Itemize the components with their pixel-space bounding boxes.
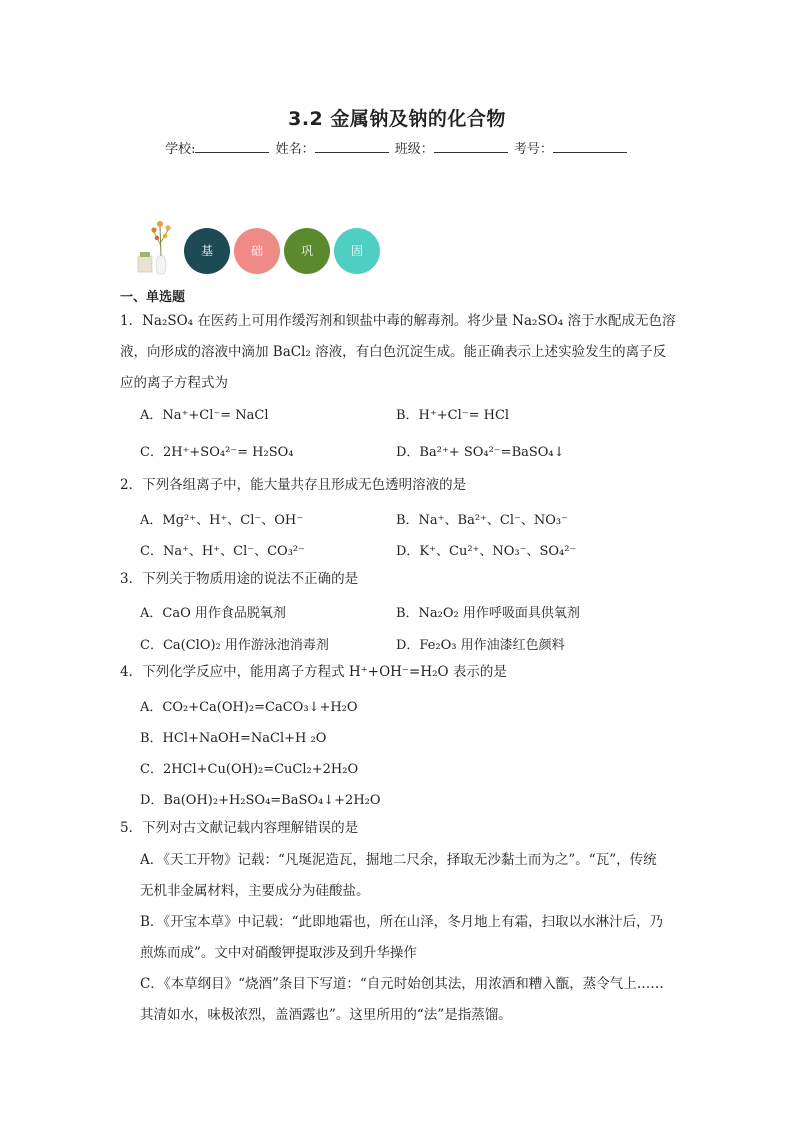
question-line: 1．Na₂SO₄ 在医药上可用作缓泻剂和钡盐中毒的解毒剂。将少量 Na₂SO₄ 溶于水配成无色溶 bbox=[120, 313, 676, 329]
option-b[interactable]: B．H⁺+Cl⁻= HCl bbox=[396, 408, 510, 423]
option-b[interactable]: B．Na⁺、Ba²⁺、Cl⁻、NO₃⁻ bbox=[396, 513, 568, 528]
banner-circle-1: 基 bbox=[184, 228, 230, 274]
question-line: 5．下列对古文献记载内容理解错误的是 bbox=[120, 820, 359, 836]
page-title: 3.2 金属钠及钠的化合物 bbox=[288, 108, 506, 130]
class-blank[interactable] bbox=[434, 140, 508, 153]
option-b[interactable]: B．Na₂O₂ 用作呼吸面具供氧剂 bbox=[396, 606, 580, 621]
banner-circle-4: 固 bbox=[334, 228, 380, 274]
section-banner bbox=[136, 214, 396, 276]
question-1-stem bbox=[120, 306, 680, 399]
exam-no-blank[interactable] bbox=[553, 140, 627, 153]
question-line: 4．下列化学反应中，能用离子方程式 H⁺+OH⁻=H₂O 表示的是 bbox=[120, 664, 507, 680]
question-1-options-row-1 bbox=[140, 404, 680, 428]
option-a[interactable]: A．Na⁺+Cl⁻= NaCl bbox=[140, 408, 269, 423]
question-3-options-row-2 bbox=[140, 634, 680, 658]
option-d[interactable]: D．K⁺、Cu²⁺、NO₃⁻、SO₄²⁻ bbox=[396, 544, 577, 559]
question-line: 应的离子方程式为 bbox=[120, 375, 228, 391]
option-a[interactable]: A．CO₂+Ca(OH)₂=CaCO₃↓+H₂O bbox=[140, 700, 358, 715]
banner-circle-2: 础 bbox=[234, 228, 280, 274]
class-label: 班级： bbox=[394, 142, 434, 157]
option-d[interactable]: D．Fe₂O₃ 用作油漆红色颜料 bbox=[396, 638, 565, 653]
section-heading: 一、单选题 bbox=[120, 290, 186, 305]
question-4-stem bbox=[120, 657, 680, 688]
school-label: 学校: bbox=[165, 142, 196, 157]
option-d[interactable]: D．Ba²⁺+ SO₄²⁻=BaSO₄↓ bbox=[396, 445, 565, 460]
question-2-options-row-2 bbox=[140, 540, 680, 564]
option-c-line-1[interactable]: C．《本草纲目》“烧酒”条目下写道：“自元时始创其法，用浓酒和糟入甑，蒸令气上…… bbox=[140, 976, 664, 992]
question-1-options-row-2 bbox=[140, 441, 680, 465]
plant-vase-icon bbox=[136, 216, 176, 276]
question-line: 3．下列关于物质用途的说法不正确的是 bbox=[120, 571, 359, 587]
option-a-line-2[interactable]: 无机非金属材料，主要成分为硅酸盐。 bbox=[140, 883, 370, 899]
question-2-stem bbox=[120, 470, 680, 501]
question-3-options-row-1 bbox=[140, 602, 680, 626]
question-5-options bbox=[140, 845, 680, 1031]
option-c[interactable]: C．2H⁺+SO₄²⁻= H₂SO₄ bbox=[140, 445, 294, 460]
option-a-line-1[interactable]: A．《天工开物》记载：“凡埏泥造瓦，掘地二尺余，择取无沙黏土而为之”。“瓦”，传统 bbox=[140, 852, 657, 868]
option-d[interactable]: D．Ba(OH)₂+H₂SO₄=BaSO₄↓+2H₂O bbox=[140, 793, 381, 808]
option-c-line-2[interactable]: 其清如水，味极浓烈，盖酒露也”。这里所用的“法”是指蒸馏。 bbox=[140, 1007, 512, 1023]
question-2-options-row-1 bbox=[140, 509, 680, 533]
option-b[interactable]: B．HCl+NaOH=NaCl+H ₂O bbox=[140, 731, 327, 746]
option-b-line-1[interactable]: B．《开宝本草》中记载：“此即地霜也，所在山泽，冬月地上有霜，扫取以水淋汁后，乃 bbox=[140, 914, 664, 930]
exam-no-label: 考号： bbox=[513, 142, 553, 157]
question-5-stem bbox=[120, 813, 680, 844]
option-c[interactable]: C．Ca(ClO)₂ 用作游泳池消毒剂 bbox=[140, 638, 329, 653]
question-3-stem bbox=[120, 564, 680, 595]
option-a[interactable]: A．Mg²⁺、H⁺、Cl⁻、OH⁻ bbox=[140, 513, 304, 528]
option-c[interactable]: C．2HCl+Cu(OH)₂=CuCl₂+2H₂O bbox=[140, 762, 359, 777]
option-a[interactable]: A．CaO 用作食品脱氧剂 bbox=[140, 606, 286, 621]
question-line: 2．下列各组离子中，能大量共存且形成无色透明溶液的是 bbox=[120, 477, 467, 493]
question-line: 液，向形成的溶液中滴加 BaCl₂ 溶液，有白色沉淀生成。能正确表示上述实验发生的离子反 bbox=[120, 344, 667, 360]
option-c[interactable]: C．Na⁺、H⁺、Cl⁻、CO₃²⁻ bbox=[140, 544, 305, 559]
school-blank[interactable] bbox=[195, 140, 269, 153]
banner-circle-3: 巩 bbox=[284, 228, 330, 274]
student-info-line bbox=[0, 138, 794, 157]
option-b-line-2[interactable]: 煎炼而成”。文中对硝酸钾提取涉及到升华操作 bbox=[140, 945, 417, 961]
name-blank[interactable] bbox=[315, 140, 389, 153]
name-label: 姓名： bbox=[275, 142, 315, 157]
